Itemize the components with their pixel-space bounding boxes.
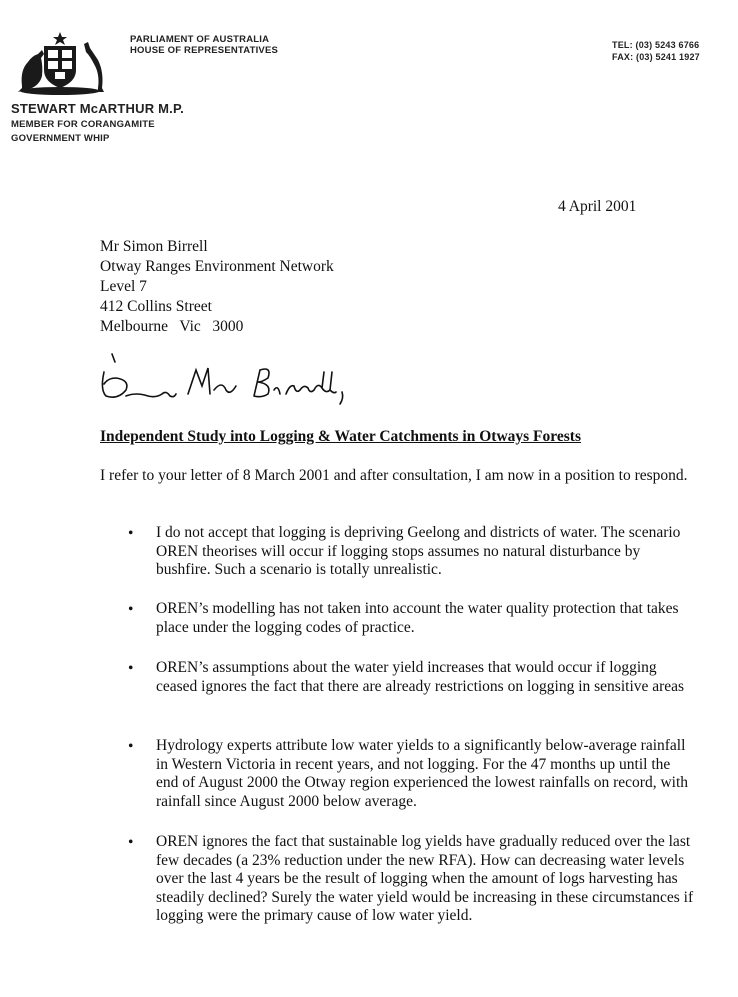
bullet-marker: • <box>128 834 134 851</box>
org-line-parliament: PARLIAMENT OF AUSTRALIA <box>130 34 270 45</box>
recipient-address <box>100 237 334 337</box>
bullet-item: Hydrology experts attribute low water yields to a significantly below-average rainfall in Western Victoria in recent years, and not logging. For the 47 months up until the end of August 2000 the Otway region experienced the lowest rainfalls on record, with rainfall since August 2000 below average. <box>156 737 689 810</box>
intro-paragraph: I refer to your letter of 8 March 2001 and after consultation, I am now in a position to respond. <box>100 467 688 484</box>
role-whip: GOVERNMENT WHIP <box>11 133 110 144</box>
letterhead-contact <box>612 39 700 63</box>
letter-date: 4 April 2001 <box>558 198 637 215</box>
bullet-item: OREN ignores the fact that sustainable log yields have gradually reduced over the last few decades (a 23% reduction under the new RFA). How can decreasing water levels over the last 4 years be the result of logging when the amount of logs harvesting has steadily declined? Surely the water yield would be increasing in these circumstances if logging were the primary cause of low water yield. <box>156 833 694 924</box>
recipient-line: Level 7 <box>100 278 147 295</box>
bullet-marker: • <box>128 601 134 618</box>
fax-number: FAX: (03) 5241 1927 <box>612 52 700 62</box>
recipient-line: Melbourne Vic 3000 <box>100 318 244 335</box>
role-member-for: MEMBER FOR CORANGAMITE <box>11 119 155 130</box>
bullet-item: OREN’s assumptions about the water yield increases that would occur if logging ceased ignores the fact that there are already restrictions on logging in sensitive areas <box>156 659 685 695</box>
tel-number: TEL: (03) 5243 6766 <box>612 40 700 50</box>
letter-subject: Independent Study into Logging & Water Catchments in Otways Forests <box>100 428 581 445</box>
bullet-item: I do not accept that logging is depriving Geelong and districts of water. The scenario OREN theorises will occur if logging stops assumes no natural disturbance by bushfire. Such a scenario is totally unrealistic. <box>156 524 681 578</box>
handwritten-salutation <box>96 350 356 420</box>
letterhead-organisation <box>130 34 278 56</box>
bullet-marker: • <box>128 660 134 677</box>
org-line-house: HOUSE OF REPRESENTATIVES <box>130 45 279 56</box>
bullet-marker: • <box>128 525 134 542</box>
recipient-line: Otway Ranges Environment Network <box>100 258 334 275</box>
bullet-marker: • <box>128 738 134 755</box>
coat-of-arms-icon <box>14 30 106 96</box>
bullet-item: OREN’s modelling has not taken into account the water quality protection that takes place under the logging codes of practice. <box>156 600 679 636</box>
recipient-line: 412 Collins Street <box>100 298 212 315</box>
recipient-line: Mr Simon Birrell <box>100 238 208 255</box>
member-name: STEWART McARTHUR M.P. <box>11 101 184 116</box>
member-roles <box>11 118 155 146</box>
